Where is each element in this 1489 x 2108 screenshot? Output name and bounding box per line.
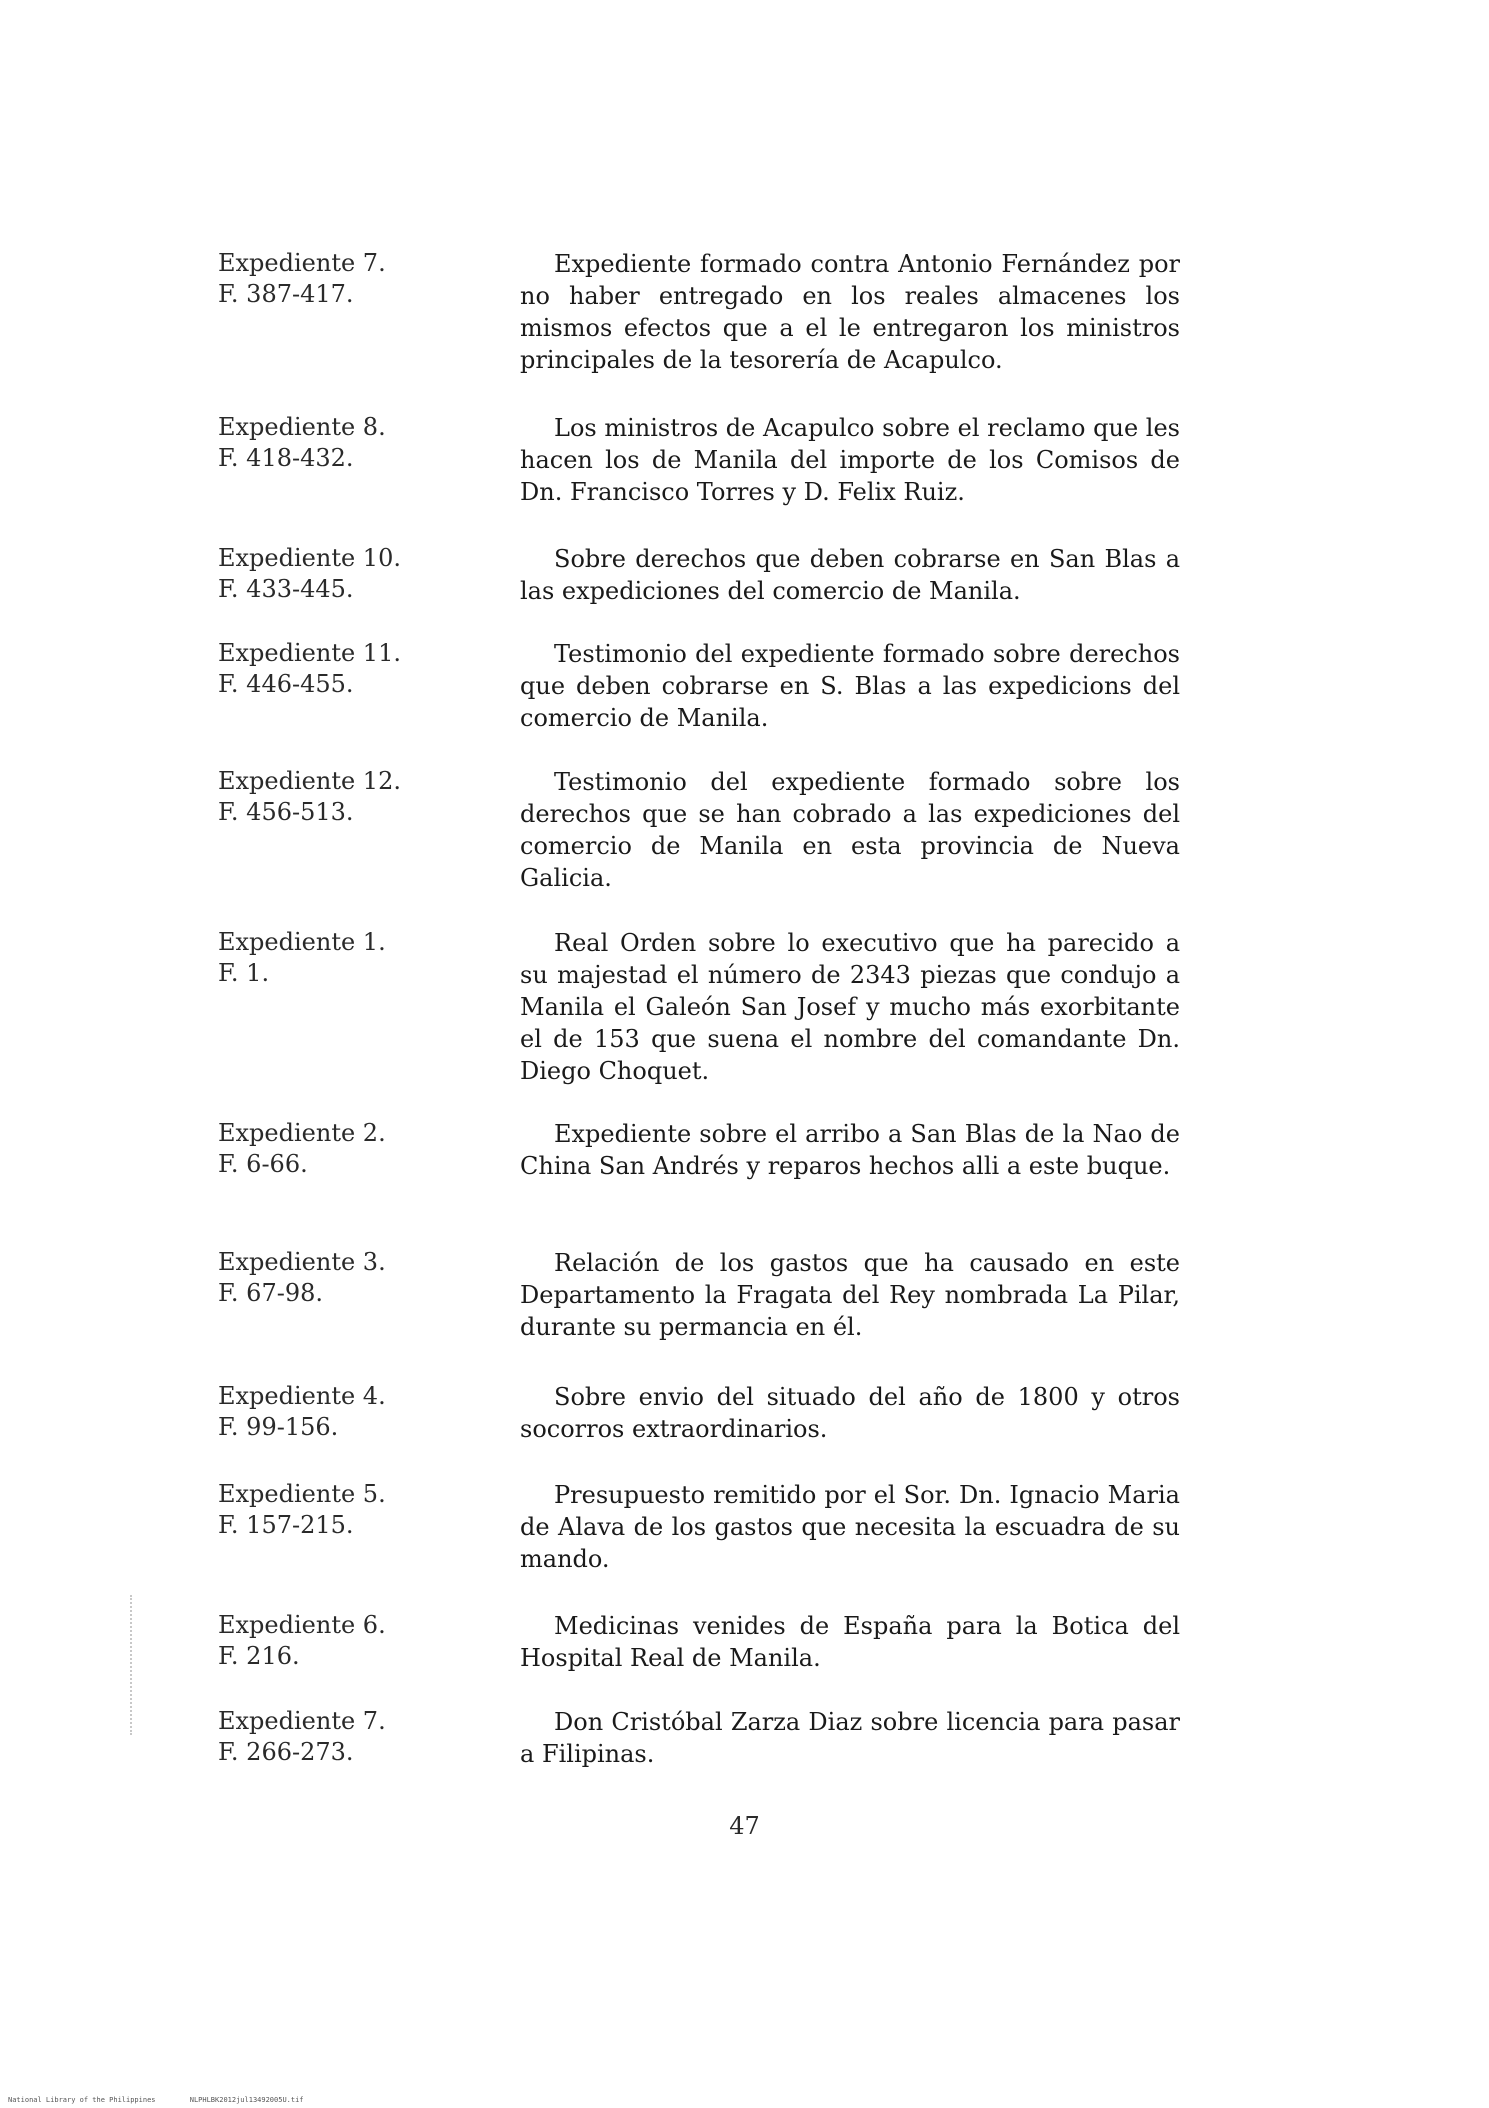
- expediente-description: [520, 1706, 1180, 1770]
- expediente-reference: [218, 248, 448, 310]
- page-number: 47: [729, 1812, 760, 1840]
- description-text: Real Orden sobre lo executivo que ha parecido a su majestad el número de 2343 piezas que condujo a Manila el Galeón San Josef y mucho más exorbitante el de 153 que suena el nombre del comandante Dn. Diego Choquet.: [520, 929, 1180, 1085]
- expediente-description: [520, 927, 1180, 1087]
- expediente-reference: [218, 638, 448, 700]
- expediente-reference: [218, 766, 448, 828]
- footer-filename: NLPHLBK2012jul13492005U.tif: [189, 2096, 304, 2104]
- expediente-label: Expediente 12.: [218, 767, 401, 795]
- folio-range: F. 1.: [218, 959, 270, 987]
- expediente-description: [520, 1381, 1180, 1445]
- expediente-description: [520, 766, 1180, 894]
- folio-range: F. 216.: [218, 1642, 300, 1670]
- expediente-reference: [218, 1381, 448, 1443]
- expediente-label: Expediente 10.: [218, 544, 401, 572]
- expediente-description: [520, 638, 1180, 734]
- description-text: Presupuesto remitido por el Sor. Dn. Ignacio Maria de Alava de los gastos que necesita la escuadra de su mando.: [520, 1481, 1180, 1573]
- expediente-label: Expediente 4.: [218, 1382, 386, 1410]
- description-text: Relación de los gastos que ha causado en este Departamento la Fragata del Rey nombrada La Pilar, durante su permancia en él.: [520, 1249, 1180, 1341]
- expediente-label: Expediente 1.: [218, 928, 386, 956]
- folio-range: F. 456-513.: [218, 798, 354, 826]
- folio-range: F. 67-98.: [218, 1279, 323, 1307]
- expediente-description: [520, 1479, 1180, 1575]
- folio-range: F. 157-215.: [218, 1511, 354, 1539]
- description-text: Don Cristóbal Zarza Diaz sobre licencia para pasar a Filipinas.: [520, 1708, 1180, 1768]
- expediente-description: [520, 1118, 1180, 1182]
- expediente-description: [520, 248, 1180, 376]
- expediente-label: Expediente 8.: [218, 413, 386, 441]
- expediente-description: [520, 1247, 1180, 1343]
- expediente-reference: [218, 927, 448, 989]
- description-text: Expediente sobre el arribo a San Blas de la Nao de China San Andrés y reparos hechos alli a este buque.: [520, 1120, 1180, 1180]
- folio-range: F. 99-156.: [218, 1413, 339, 1441]
- description-text: Testimonio del expediente formado sobre los derechos que se han cobrado a las expediciones del comercio de Manila en esta provincia de Nueva Galicia.: [520, 768, 1180, 892]
- footer-source: National Library of the Philippines: [8, 2096, 156, 2104]
- expediente-label: Expediente 7.: [218, 249, 386, 277]
- margin-scan-marks: [130, 1595, 136, 1735]
- description-text: Testimonio del expediente formado sobre derechos que deben cobrarse en S. Blas a las expedicions del comercio de Manila.: [520, 640, 1180, 732]
- expediente-reference: [218, 1247, 448, 1309]
- expediente-reference: [218, 1706, 448, 1768]
- expediente-label: Expediente 3.: [218, 1248, 386, 1276]
- expediente-reference: [218, 1610, 448, 1672]
- folio-range: F. 387-417.: [218, 280, 354, 308]
- scan-footer: [8, 2096, 334, 2104]
- expediente-reference: [218, 412, 448, 474]
- expediente-description: [520, 1610, 1180, 1674]
- folio-range: F. 6-66.: [218, 1150, 308, 1178]
- folio-range: F. 446-455.: [218, 670, 354, 698]
- description-text: Sobre derechos que deben cobrarse en San Blas a las expediciones del comercio de Manila.: [520, 545, 1180, 605]
- expediente-label: Expediente 5.: [218, 1480, 386, 1508]
- expediente-label: Expediente 6.: [218, 1611, 386, 1639]
- expediente-reference: [218, 1118, 448, 1180]
- expediente-description: [520, 412, 1180, 508]
- expediente-description: [520, 543, 1180, 607]
- folio-range: F. 418-432.: [218, 444, 354, 472]
- folio-range: F. 433-445.: [218, 575, 354, 603]
- expediente-reference: [218, 543, 448, 605]
- expediente-reference: [218, 1479, 448, 1541]
- expediente-label: Expediente 7.: [218, 1707, 386, 1735]
- folio-range: F. 266-273.: [218, 1738, 354, 1766]
- expediente-label: Expediente 11.: [218, 639, 401, 667]
- description-text: Sobre envio del situado del año de 1800 y otros socorros extraordinarios.: [520, 1383, 1180, 1443]
- expediente-label: Expediente 2.: [218, 1119, 386, 1147]
- description-text: Los ministros de Acapulco sobre el reclamo que les hacen los de Manila del importe de los Comisos de Dn. Francisco Torres y D. Felix Ruiz.: [520, 414, 1180, 506]
- description-text: Expediente formado contra Antonio Fernández por no haber entregado en los reales almacenes los mismos efectos que a el le entregaron los ministros principales de la tesorería de Acapulco.: [520, 250, 1180, 374]
- description-text: Medicinas venides de España para la Botica del Hospital Real de Manila.: [520, 1612, 1180, 1672]
